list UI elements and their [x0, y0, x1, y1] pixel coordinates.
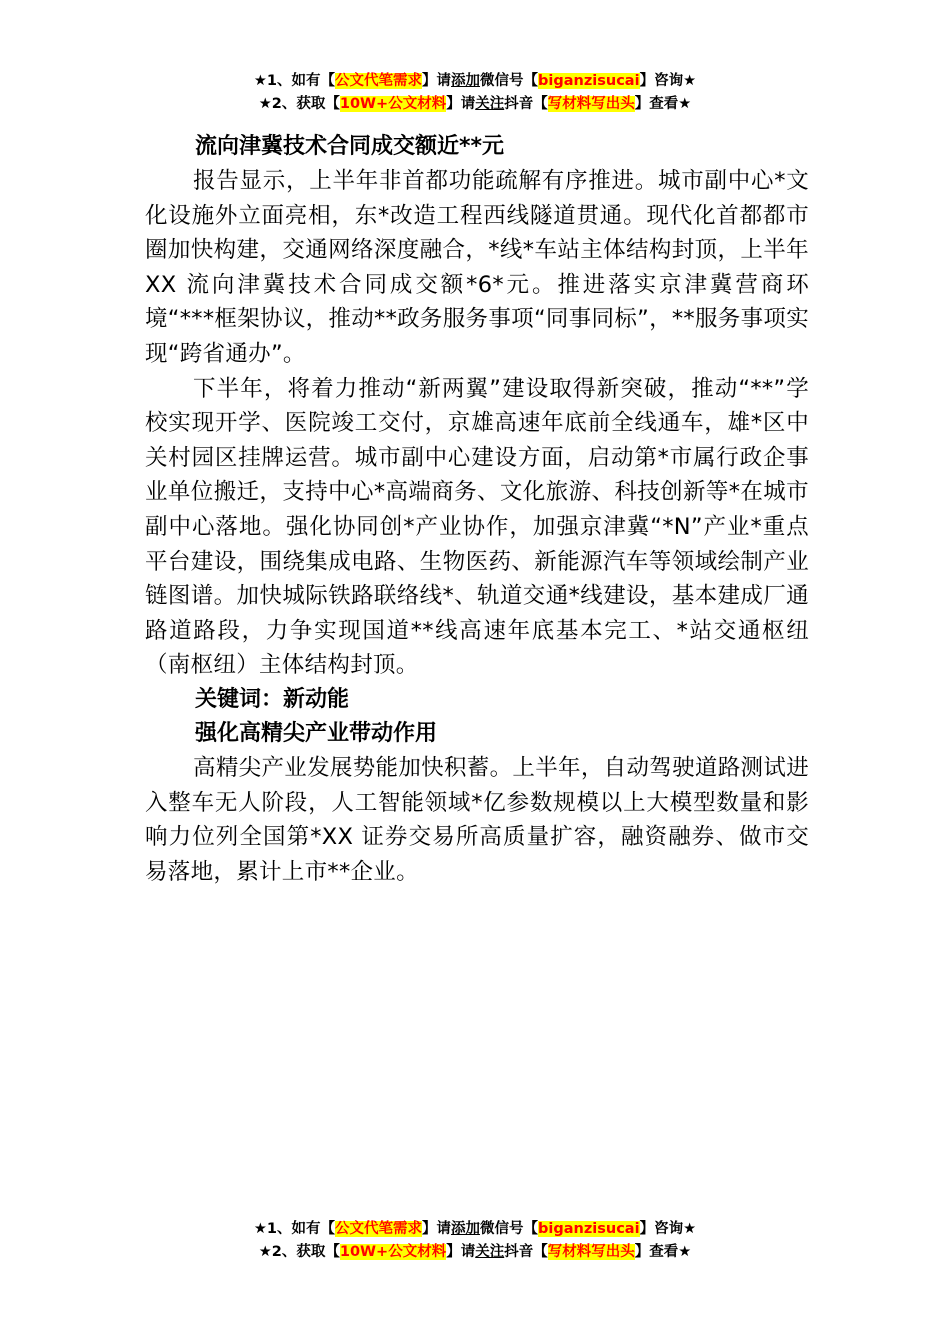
promo-text: 】咨询★ — [639, 73, 697, 89]
promo-highlight: 10W+公文材料 — [339, 96, 447, 112]
section-heading: 流向津冀技术合同成交额近**元 — [195, 134, 505, 159]
promo-line-2 — [0, 1241, 950, 1264]
promo-text: ★2、获取【 — [258, 1244, 340, 1260]
body-paragraph: 高精尖产业发展势能加快积蓄。上半年，自动驾驶道路测试进入整车无人阶段，人工智能领域*亿参数规模以上大模型数量和影响力位列全国第*XX 证券交易所高质量扩容，融资融券、做市交易落地，累计上市**企业。 — [145, 754, 809, 885]
promo-text: 】请 — [446, 96, 476, 112]
body-paragraph: 下半年，将着力推动“新两翼”建设取得新突破，推动“**”学校实现开学、医院竣工交付，京雄高速年底前全线通车，雄*区中关村园区挂牌运营。城市副中心建设方面，启动第*市属行政企事业单位搬迁，支持中心*高端商务、文化旅游、科技创新等*在城市副中心落地。强化协同创*产业协作，加强京津冀“*N”产业*重点平台建设，围绕集成电路、生物医药、新能源汽车等领域绘制产业链图谱。加快城际铁路联络线*、轨道交通*线建设，基本建成厂通路道路段，力争实现国道**线高速年底基本完工、*站交通枢纽（南枢纽）主体结构封顶。 — [145, 375, 809, 679]
promo-line-2 — [0, 93, 950, 116]
keyword-heading: 关键词：新动能 — [195, 686, 350, 712]
promo-line-1 — [0, 1218, 950, 1241]
body-paragraph: 报告显示，上半年非首都功能疏解有序推进。城市副中心*文化设施外立面亮相，东*改造工程西线隧道贯通。现代化首都都市圈加快构建，交通网络深度融合，*线*车站主体结构封顶，上半年 XX 流向津冀技术合同成交额*6*元。推进落实京津冀营商环境“***框架协议，推动**政务服务事项“同事同标”，**服务事项实现“跨省通办”。 — [145, 168, 809, 367]
wechat-id-highlight: biganzisucai — [538, 1221, 640, 1237]
promo-banner-top — [0, 70, 950, 116]
promo-underline: 关注 — [475, 96, 505, 112]
promo-text: ★2、获取【 — [258, 96, 340, 112]
promo-underline: 添加 — [451, 1221, 481, 1237]
promo-highlight: 10W+公文材料 — [339, 1244, 447, 1260]
douyin-id-highlight: 写材料写出头 — [547, 1244, 635, 1260]
wechat-id-highlight: biganzisucai — [538, 73, 640, 89]
promo-text: ★1、如有【 — [253, 1221, 336, 1237]
promo-text: 抖音【 — [504, 1244, 548, 1260]
promo-highlight: 公文代笔需求 — [335, 73, 423, 89]
promo-line-1 — [0, 70, 950, 93]
promo-text: 】请 — [446, 1244, 476, 1260]
promo-text: 】请 — [422, 1221, 452, 1237]
promo-text: 】查看★ — [634, 1244, 692, 1260]
promo-text: 】查看★ — [634, 96, 692, 112]
promo-highlight: 公文代笔需求 — [335, 1221, 423, 1237]
document-body — [145, 130, 809, 889]
promo-text: 微信号【 — [480, 1221, 539, 1237]
douyin-id-highlight: 写材料写出头 — [547, 96, 635, 112]
promo-text: 】请 — [422, 73, 452, 89]
promo-underline: 关注 — [475, 1244, 505, 1260]
section-heading: 强化高精尖产业带动作用 — [195, 720, 438, 746]
promo-text: ★1、如有【 — [253, 73, 336, 89]
promo-underline: 添加 — [451, 73, 481, 89]
promo-text: 】咨询★ — [639, 1221, 697, 1237]
promo-text: 抖音【 — [504, 96, 548, 112]
promo-text: 微信号【 — [480, 73, 539, 89]
promo-banner-bottom — [0, 1218, 950, 1264]
